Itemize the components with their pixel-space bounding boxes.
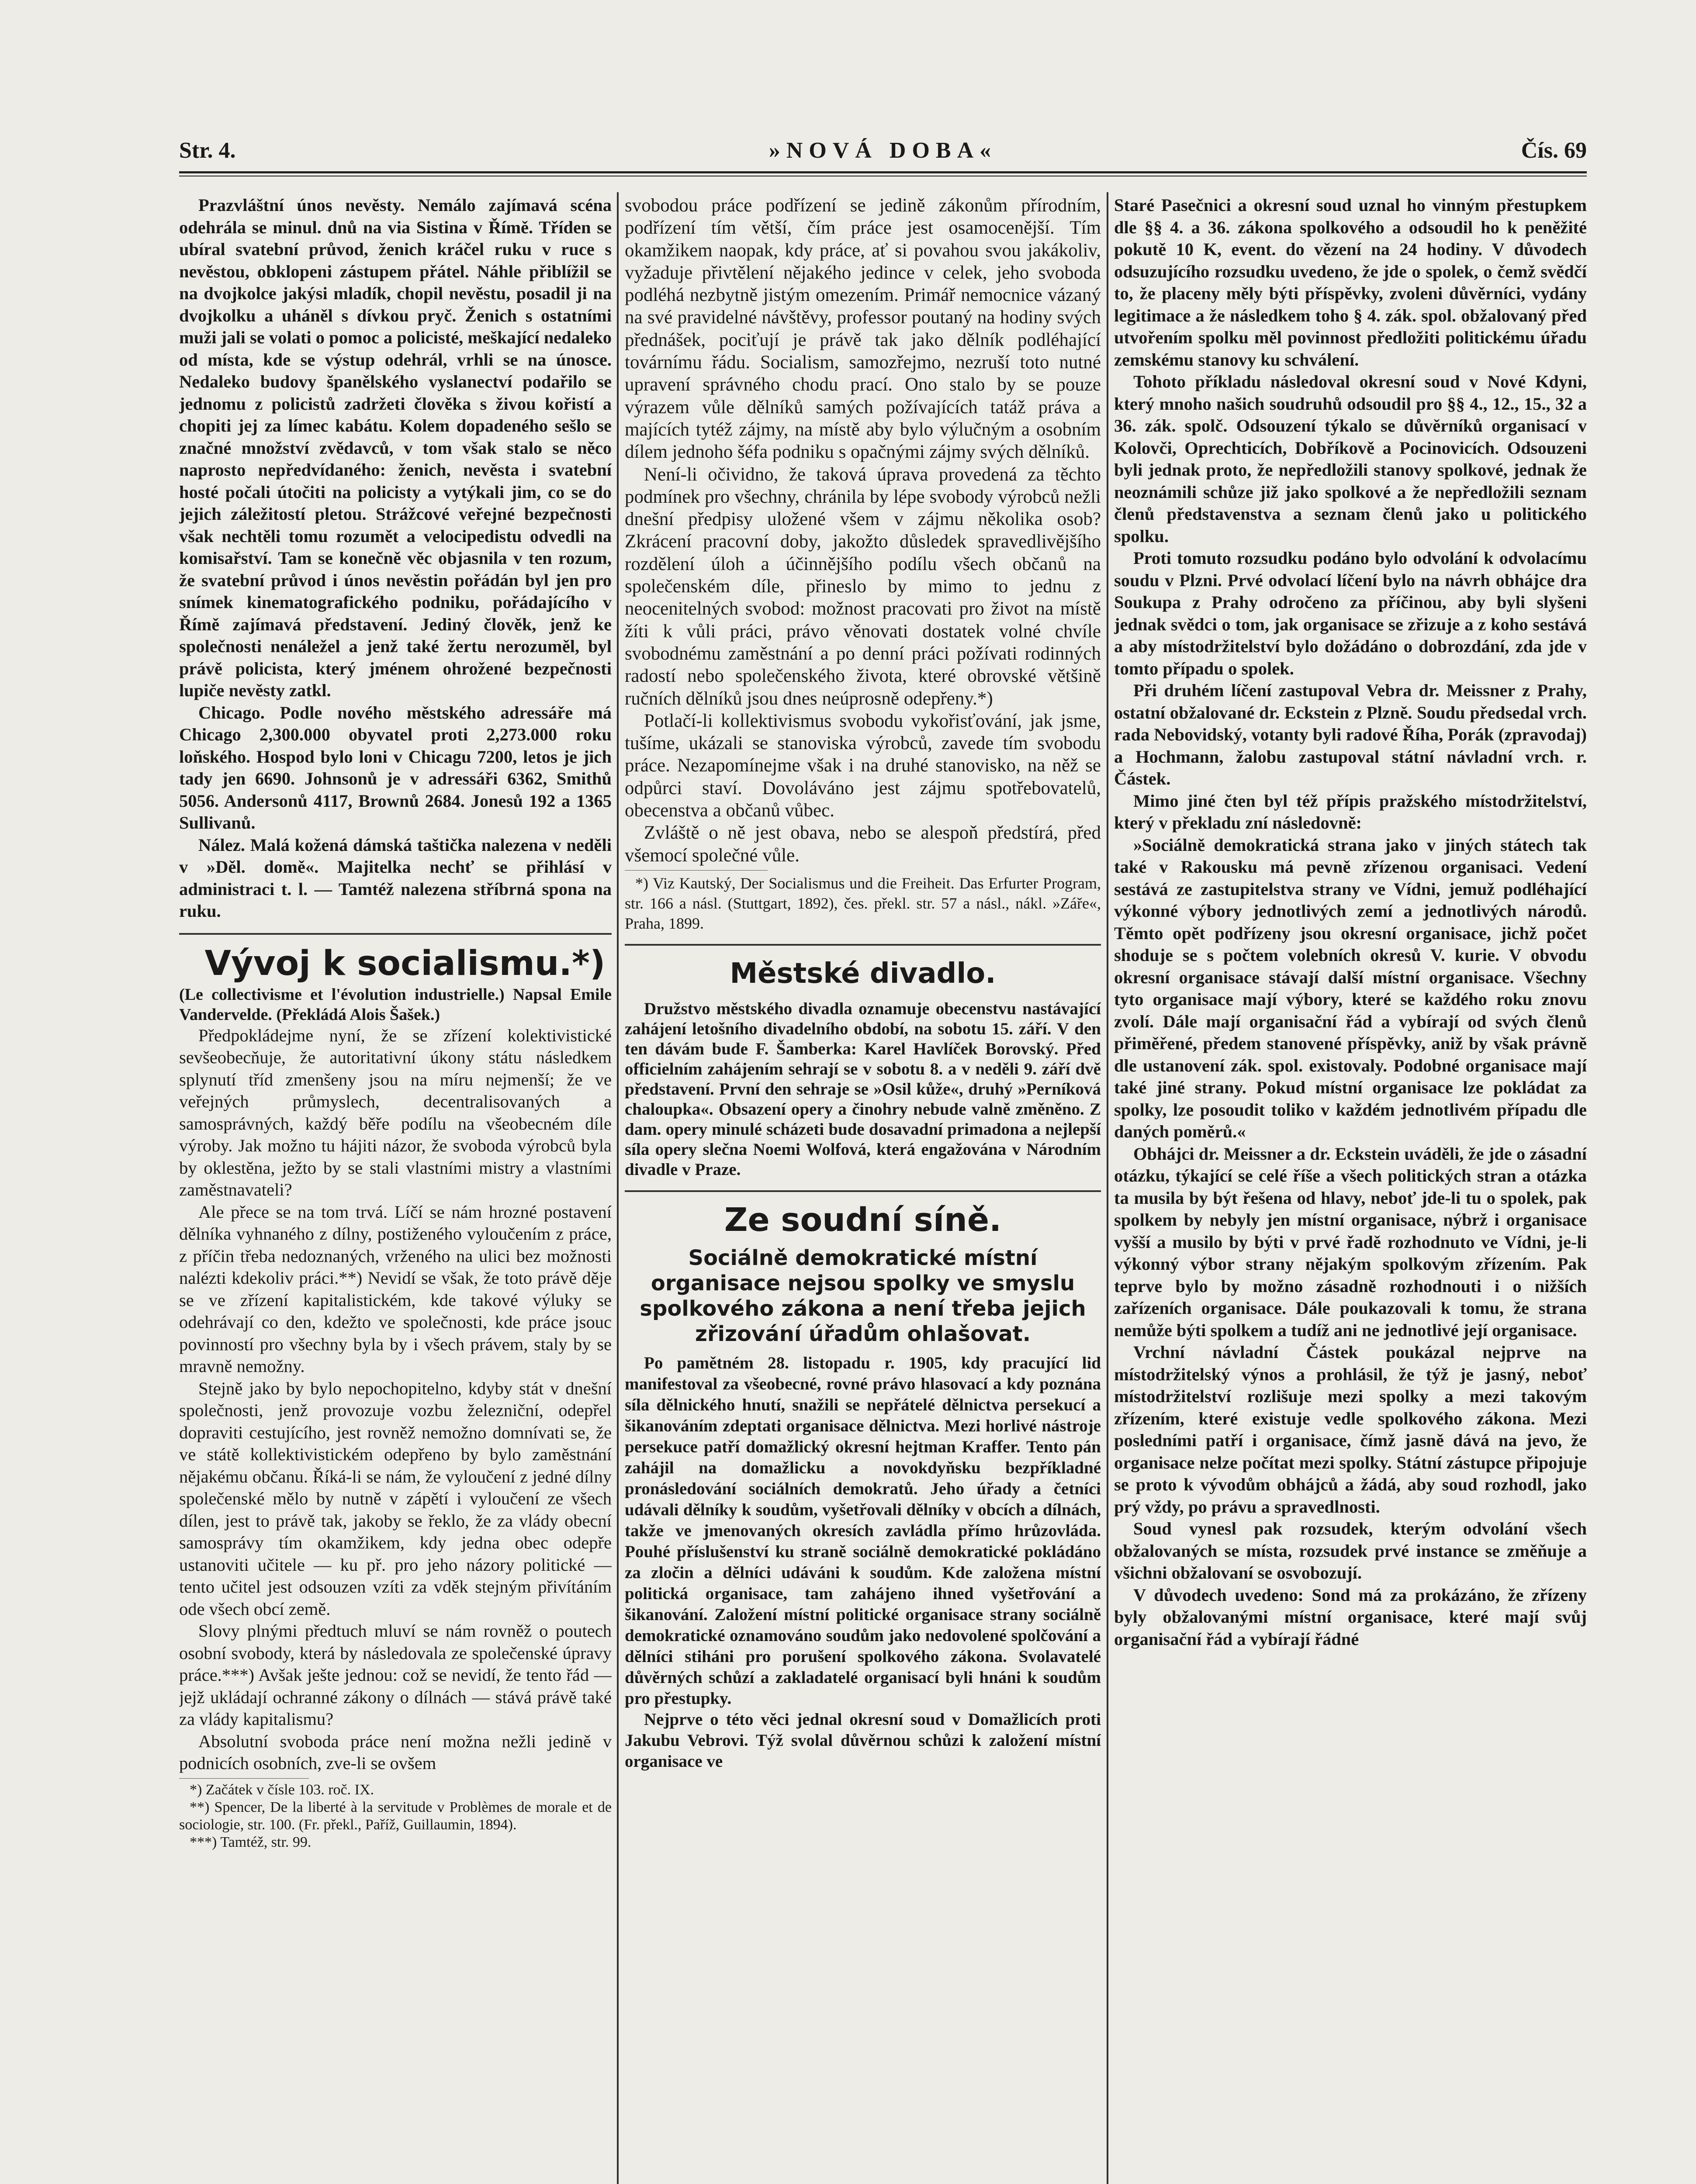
article-paragraph: Není-li očividno, že taková úprava provedená za těchto podmínek pro všechny, chránila by lépe svobody výrobců nežli dnešní předpisy uložené všem v zájmu několika osob? Zkrácení pracovní doby, jakožto důsledek spravedlivějšího rozdělení úloh a účinnějšího podílu všech občanů na společenském díle, přineslo by mimo to jednu z neocenitelných svobod: možnost pracovati pro život na místě žíti k vůli práci, právo věnovati dostatek volné chvíle svobodnému zaměstnání a po denní práci požívati rodinných radostí nebo společenského života, které obrovské většině ručních dělníků jsou dnes neúprosně odepřeny.*) bbox=[625, 464, 1101, 709]
article-title: Vývoj k socialismu.*) bbox=[204, 943, 606, 983]
article-paragraph: Soud vynesl pak rozsudek, kterým odvolání všech obžalovaných se místa, rozsudek prvé instance se změňuje a všichni obžalovaní se osvobozují. bbox=[1114, 1519, 1587, 1583]
column-divider bbox=[617, 192, 619, 2184]
article-paragraph: svobodou práce podřízení se jedině zákonům přírodním, podřízení tím větší, čím práce jest osamocenější. Tím okamžikem naopak, kdy práce, ať si povahou svou jakákoliv, vyžaduje přivtělení nějakého jedince v celek, jeho svoboda podléhá nezbytně jistým omezením. Primář nemocnice vázaný na své pravidelné návštěvy, professor poutaný na hodiny svých přednášek, pociťují je právě tak jako dělník podléhající továrnímu řádu. Socialism, samozřejmo, nezruší toto nutné upravení správného chodu prací. Ono stalo by se pouze výrazem vůle dělníků samých požívajících tatáž práva a majících tytéž zájmy, na místě aby bylo výlučným a osobním dílem jednoho šéfa podniku s opačnými zájmy svých dělníků. bbox=[625, 195, 1101, 463]
footnote: ***) Tamtéž, str. 99. bbox=[190, 1834, 312, 1850]
news-item-title: Chicago. bbox=[198, 702, 265, 722]
section-divider bbox=[625, 944, 1101, 946]
footnote: *) Začátek v čísle 103. roč. IX. bbox=[190, 1781, 374, 1798]
header-rule bbox=[179, 171, 1587, 173]
masthead-title: »NOVÁ DOBA« bbox=[768, 138, 997, 163]
article-paragraph: V důvodech uvedeno: Sond má za prokázáno, že zřízeny byly obžalovanými místní organisace, které mají svůj organisační řád a vybírají řádné bbox=[1114, 1585, 1587, 1649]
court-heading: Ze soudní síně. bbox=[724, 1201, 1002, 1239]
news-item bbox=[179, 194, 612, 702]
court-subheading: Sociálně demokratické místní organisace nejsou spolky ve smyslu spolkového zákona a není třeba jejich zřizování úřadům ohlašovat. bbox=[640, 1245, 1086, 1346]
article-paragraph: Stejně jako by bylo nepochopitelno, kdyby stát v dnešní společnosti, jenž provozuje vozbu železniční, odepřel dopraviti cestujícího, jest rovněž nemožno domnívati se, že ve státě kollektivistickém odepřeno by bylo zaměstnání nějakému občanu. Říká-li se nám, že vyloučení z jedné dílny společenské mělo by nutně v zápětí i vyloučení ze všech dílen, jest to právě tak, jakoby se řeklo, že za vlády obecní samosprávy tím okamžikem, kdy jedna obec odepře ustanoviti učitele — ku př. pro jeho názory politické — tento učitel jest odsouzen vzíti za vděk stejným přivítáním ode všech obcí země. bbox=[179, 1378, 612, 1619]
theatre-notice: Družstvo městského divadla oznamuje obecenstvu nastávající zahájení letošního divadelního období, na sobotu 15. září. V den ten dávám bude F. Šamberka: Karel Havlíček Borovský. Před officielním zahájením sehrají se v sobotu 8. a v neděli 9. září dvě představení. První den sehraje se »Osil kůže«, druhý »Perníková chaloupka«. Obsazení opery a činohry nebude valně změněno. Z dam. opery minulé scházeti bude dosavadní primadona a nejlepší síla opery slečna Noemi Wolfová, která engažována v Národním divadle v Praze. bbox=[625, 999, 1101, 1179]
column-divider bbox=[1107, 192, 1108, 2184]
article-paragraph: »Sociálně demokratická strana jako v jiných státech tak také v Rakousku má pevně zřízenou organisaci. Vedení sestává ze zastupitelstva strany ve Vídni, jemuž podléhající výkonné výbory jednotlivých zemí a jednotlivých národů. Těmto opět podřízeny jsou okresní organisace, jichž počet shoduje se s počtem volebních okresů V. kurie. V obvodu okresní organisace stávají další místní organisace. Všechny tyto organisace mají výbory, které se každého roku znovu zvolí. Dále mají organisační řád a vybírají od svých členů přiměřené, předem stanovené příspěvky, aniž by však právně dle ustanovení zák. spol. existovaly. Podobné organisace mají také jiné strany. Pokud místní organisace lze pokládat za spolky, lze posoudit toliko v každém jednotlivém případu dle daných poměrů.« bbox=[1114, 835, 1587, 1141]
news-item bbox=[179, 834, 612, 923]
article-byline: (Le collectivisme et l'évolution industrielle.) Napsal Emile Vandervelde. (Překládá Alois Šašek.) bbox=[179, 985, 612, 1024]
article-paragraph: Slovy plnými předtuch mluví se nám rovněž o poutech osobní svobody, která by následovala ze společenské úpravy práce.***) Avšak ješte jednou: což se nevidí, že tento řád — jejž ukládají ochranné zákony o dílnách — stává právě také za vlády kapitalismu? bbox=[179, 1621, 612, 1729]
article-paragraph: Absolutní svoboda práce není možna nežli jedině v podnicích osobních, zve-li se ovšem bbox=[179, 1731, 612, 1773]
article-paragraph: Potlačí-li kollektivismus svobodu vykořisťování, jak jsme, tušíme, ukázali se stanoviska výrobců, zavede tím svobodu práce. Nezapomínejme však i na druhé stanovisko, na něž se odpůrci staví. Dovoláváno jest zájmu spotřebovatelů, obecenstva a občanů vůbec. bbox=[625, 710, 1101, 821]
news-item-body: Podle nového městského adressáře má Chicago 2,300.000 obyvatel proti 2,273.000 roku loňského. Hospod bylo loni v Chicagu 7200, letos je jich tady jen 6690. Johnsonů je v adressáři 6362, Smithů 5056. Andersonů 4117, Brownů 2684. Jonesů 192 a 1365 Sullivanů. bbox=[179, 702, 612, 833]
footnote: *) Viz Kautský, Der Socialismus und die Freiheit. Das Erfurter Program, str. 166 a násl. (Stuttgart, 1892), čes. překl. str. 57 a násl., nákl. »Záře«, Praha, 1899. bbox=[625, 874, 1101, 932]
news-item-body: Malá kožená dámská taštička nalezena v neděli v »Děl. domě«. Majitelka nechť se přihlásí v administraci t. l. — Tamtéž nalezena stříbrná spona na ruku. bbox=[179, 835, 612, 921]
news-item-body: Nemálo zajímavá scéna odehrála se minul. dnů na via Sistina v Římě. Tříden se ubíral svatební průvod, ženich kráčel ruku v ruce s nevěstou, obklopeni zástupem přátel. Náhle přiblížil se na dvojkolce jakýsi mladík, chopil nevěstu, posadil ji na dvojkolku a uháněl s dívkou pryč. Ženich s ostatními muži jali se volati o pomoc a policisté, meškající nedaleko od místa, kde se výstup odehrál, vrhli se na únosce. Nedaleko budovy španělského vyslanectví podařilo se jednomu z policistů zadržeti člověka s živou kořistí a chopiti jej za límec kabátu. Kolem dopadeného sešlo se značné množství zvědavců, v tom však stalo se něco naprosto nepředvídaného: ženich, nevěsta i svatební hosté počali útočiti na policisty a vytýkali jim, co se do jejich záležitostí pletou. Strážcové veřejné bezpečnosti však nechtěli tomu rozumět a velocipedistu odvedli na komisařství. Tam se konečně věc objasnila v ten rozum, že svatební průvod i únos nevěstin pořádán byl jen pro snímek kinematografického podniku, pořádajícího v Římě zajímavá představení. Jediný člověk, jenž ke společnosti nenáležel a jenž také žertu nerozuměl, byl právě policista, který jménem ohrožené bezpečnosti lupiče nevěsty zatkl. bbox=[179, 195, 612, 700]
section-divider bbox=[179, 933, 612, 935]
column-3 bbox=[1114, 194, 1587, 2184]
article-paragraph: Po pamětném 28. listopadu r. 1905, kdy pracující lid manifestoval za všeobecné, rovné právo hlasovací a kdy poznána síla dělnického hnutí, snažili se nepřátelé dělnictva persekucí a šikanováním zdeptati organisace dělnictva. Mezi horlivé nástroje persekuce patří domažlický okresní hejtman Kraffer. Tento pán zahájil na domažlicku a novokdyňsku bezpříkladné pronásledování sociálních demokratů. Jeho úřady a četníci udávali dělníky k soudům, vyšetřovali dělníky v obcích a dílnách, takže ve jmenovaných okresích zavládla přímo hrůzovláda. Pouhé příslušenství ku straně sociálně demokratické pokládáno za zločin a dělníci udáváni k soudům. Kde založena místní politická organisace, tam zahájeno ihned vyšetřování a šikanování. Založení místní politické organisace strany sociálně demokratické oznamováno soudům jako nedovolené spolčování a dělníci stiháni pro porušení spolkového zákona. Svolavatelé důvěrných schůzí a zakladatelé organisací byli hnáni k soudům pro přestupky. bbox=[625, 1353, 1101, 1708]
article-paragraph: Předpokládejme nyní, že se zřízení kolektivistické sevšeobecňuje, že autoritativní úkony státu následkem splynutí tříd zmenšeny jsou na míru nejmenší; že ve veřejných průmyslech, decentralisovaných a samosprávných, každý běře podílu na všeobecném díle výroby. Jak možno tu hájiti názor, že svoboda výrobců byla by oklestěna, ježto by se stali vlastními mistry a vlastními zaměstnavateli? bbox=[179, 1025, 612, 1199]
column-1 bbox=[179, 194, 612, 2184]
article-paragraph: Staré Pasečnici a okresní soud uznal ho vinným přestupkem dle §§ 4. a 36. zákona spolkového a odsoudil ho k peněžité pokutě 10 K, event. do vězení na 24 hodiny. V důvodech odsuzujícího rozsudku uvedeno, že jde o spolek, o čemž svědčí to, že placeny měly býti příspěvky, zvoleni důvěrníci, vydány legitimace a že následkem toho § 4. zák. spol. obžalovaný před utvořením spolku měl povinnost předložiti politickému úřadu zemskému stanovy ku schválení. bbox=[1114, 195, 1587, 370]
theatre-heading: Městské divadlo. bbox=[730, 957, 996, 990]
footnote-rule bbox=[625, 870, 768, 871]
news-item-title: Prazvláštní únos nevěsty. bbox=[198, 195, 405, 215]
page-number: Str. 4. bbox=[179, 138, 236, 163]
article-paragraph: Nejprve o této věci jednal okresní soud v Domažlicích proti Jakubu Vebrovi. Týž svolal důvěrnou schůzi k založení místní organisace ve bbox=[625, 1710, 1101, 1771]
article-paragraph: Při druhém líčení zastupoval Vebra dr. Meissner z Prahy, ostatní obžalované dr. Eckstein z Plzně. Soudu předsedal vrch. rada Nebovidský, votanty byli radové Říha, Porák (zpravodaj) a Hochmann, žalobu zastupoval státní návladní vrch. r. Částek. bbox=[1114, 681, 1587, 788]
article-paragraph: Vrchní návladní Částek poukázal nejprve na místodržitelský výnos a prohlásil, že týž je jasný, neboť místodržitelství rozlišuje mezi spolky a mezi takovým zřízením, které existuje vedle spolkového zákona. Mezi posledními patří i organisace, čímž jasně dává na jevo, že organisace nelze počítat mezi spolky. Státní zástupce připojuje se proto k vývodům obhájců a žádá, aby soud rozhodl, jako prý vždy, po právu a spravedlnosti. bbox=[1114, 1342, 1587, 1517]
section-divider bbox=[625, 1190, 1101, 1192]
footnote-rule bbox=[179, 1778, 309, 1779]
article-paragraph: Obhájci dr. Meissner a dr. Eckstein uváděli, že jde o zásadní otázku, týkající se celé říše a všech politických stran a otázka ta musila by být řešena od hlavy, neboť jde-li tu o spolek, pak spolkem by nebyly jen místní organisace, nýbrž i organisace vyšší a musilo by býti v prvé řadě rozhodnuto ve Vídni, je-li výkonný výbor strany nějakým spolkovým zřízením. Pak teprve bylo by možno zásadně rozhodnouti i o nižších zařízeních organisace. Dále poukazovali k tomu, že strana nemůže býti spolkem a tudíž ani ne jednotlivé její organisace. bbox=[1114, 1144, 1587, 1340]
issue-number: Čís. 69 bbox=[1521, 138, 1587, 163]
article-paragraph: Proti tomuto rozsudku podáno bylo odvolání k odvolacímu soudu v Plzni. Prvé odvolací líčení bylo na návrh obhájce dra Soukupa z Prahy odročeno za příčinou, aby byli slyšeni jednak svědci o tom, jak organisace se zřizuje a z koho sestává a aby místodržitelství bylo dožádáno o dobrozdání, zda jde v tomto případu o spolek. bbox=[1114, 548, 1587, 678]
news-item-title: Nález. bbox=[198, 835, 245, 855]
article-paragraph: Ale přece se na tom trvá. Líčí se nám hrozné postavení dělníka vyhnaného z dílny, postiženého vyloučením z práce, z příčin třeba nedoznaných, vrženého na ulici bez možnosti nalézti kdekoliv práci.**) Nevidí se však, že toto právě děje se ve zřízení kapitalistickém, kde takové výluky se odehrávají co den, kdežto ve společnosti, kde práce jsouc povinností pro všechny byla by i všech právem, staly by se mravně nemožny. bbox=[179, 1202, 612, 1376]
article-paragraph: Mimo jiné čten byl též přípis pražského místodržitelství, který v překladu zní následovně: bbox=[1114, 791, 1587, 833]
column-2 bbox=[625, 194, 1101, 2184]
page-header bbox=[179, 138, 1587, 168]
article-paragraph: Tohoto příkladu následoval okresní soud v Nové Kdyni, který mnoho našich soudruhů odsoudil pro §§ 4., 12., 15., 32 a 36. zák. spolč. Odsouzení týkalo se důvěrníků organisací v Kolovči, Oprechticích, Dobříkově a Pocinovicích. Odsouzeni byli jednak proto, že nepředložili stanovy spolkové, jednak že neoznámili schůze již jako spolkové a že nepředložili seznam členů představenstva a seznam členů jako u politického spolku. bbox=[1114, 372, 1587, 546]
footnote: **) Spencer, De la liberté à la servitude v Problèmes de morale et de sociologie, str. 100. (Fr. překl., Paříž, Guillaumin, 1894). bbox=[179, 1799, 612, 1833]
article-paragraph: Zvláště o ně jest obava, nebo se alespoň předstírá, před všemocí společné vůle. bbox=[625, 822, 1101, 866]
news-item bbox=[179, 702, 612, 834]
